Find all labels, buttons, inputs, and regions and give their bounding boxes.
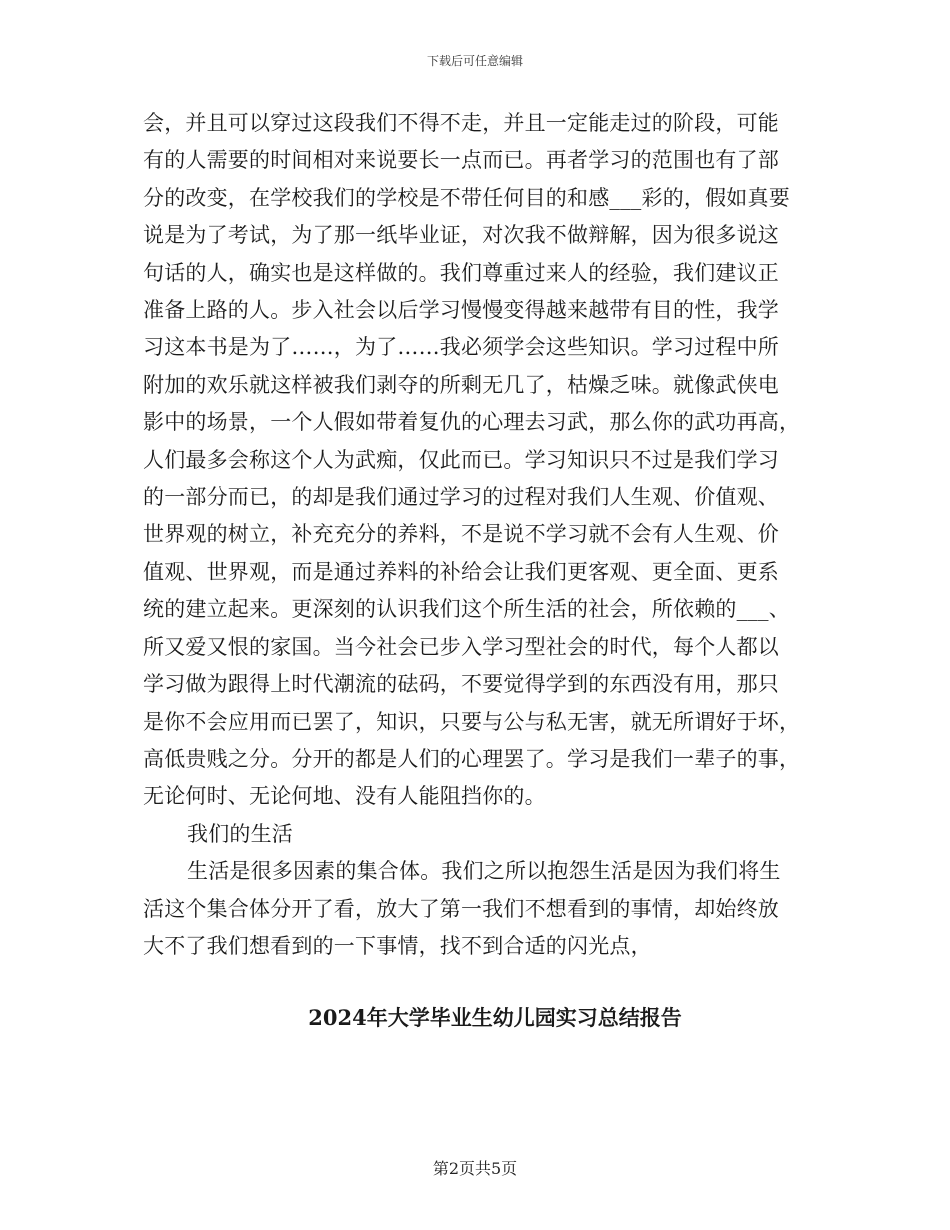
body-line: 分的改变，在学校我们的学校是不带任何目的和感___彩的，假如真要 bbox=[143, 185, 790, 210]
body-line: 附加的欢乐就这样被我们剥夺的所剩无几了，枯燥乏味。就像武侠电 bbox=[143, 372, 779, 397]
body-line: 学习做为跟得上时代潮流的砝码，不要觉得学到的东西没有用，那只 bbox=[143, 672, 779, 697]
body-line: 生活是很多因素的集合体。我们之所以抱怨生活是因为我们将生 bbox=[187, 859, 781, 884]
page-footer: 第2页共5页 bbox=[432, 1159, 518, 1178]
section-title: 我们的生活 bbox=[187, 821, 293, 846]
body-line: 统的建立起来。更深刻的认识我们这个所生活的社会，所依赖的___、 bbox=[143, 597, 790, 622]
body-line: 高低贵贱之分。分开的都是人们的心理罢了。学习是我们一辈子的事， bbox=[143, 746, 801, 771]
body-line: 值观、世界观，而是通过养料的补给会让我们更客观、更全面、更系 bbox=[143, 559, 779, 584]
body-line: 活这个集合体分开了看，放大了第一我们不想看到的事情，却始终放 bbox=[143, 896, 779, 921]
body-line: 大不了我们想看到的一下事情，找不到合适的闪光点， bbox=[143, 933, 652, 958]
body-line: 句话的人，确实也是这样做的。我们尊重过来人的经验，我们建议正 bbox=[143, 260, 779, 285]
page-header: 下载后可任意编辑 bbox=[426, 54, 523, 68]
report-heading: 2024年大学毕业生幼儿园实习总结报告 bbox=[308, 1005, 682, 1030]
body-line: 影中的场景，一个人假如带着复仇的心理去习武，那么你的武功再高， bbox=[143, 410, 801, 435]
body-line: 准备上路的人。步入社会以后学习慢慢变得越来越带有目的性，我学 bbox=[143, 298, 779, 323]
body-line: 有的人需要的时间相对来说要长一点而已。再者学习的范围也有了部 bbox=[143, 148, 779, 173]
body-line: 所又爱又恨的家国。当今社会已步入学习型社会的时代，每个人都以 bbox=[143, 634, 779, 659]
body-line: 无论何时、无论何地、没有人能阻挡你的。 bbox=[143, 784, 546, 809]
body-text bbox=[143, 105, 823, 965]
body-line: 习这本书是为了……，为了……我必须学会这些知识。学习过程中所 bbox=[143, 335, 779, 360]
body-line: 说是为了考试，为了那一纸毕业证，对次我不做辩解，因为很多说这 bbox=[143, 223, 779, 248]
body-line: 是你不会应用而已罢了，知识，只要与公与私无害，就无所谓好于坏， bbox=[143, 709, 801, 734]
body-line: 会，并且可以穿过这段我们不得不走，并且一定能走过的阶段，可能 bbox=[143, 111, 779, 135]
body-line: 世界观的树立，补充充分的养料，不是说不学习就不会有人生观、价 bbox=[143, 522, 779, 547]
body-line: 人们最多会称这个人为武痴，仅此而已。学习知识只不过是我们学习 bbox=[143, 447, 779, 472]
body-line: 的一部分而已，的却是我们通过学习的过程对我们人生观、价值观、 bbox=[143, 485, 779, 510]
